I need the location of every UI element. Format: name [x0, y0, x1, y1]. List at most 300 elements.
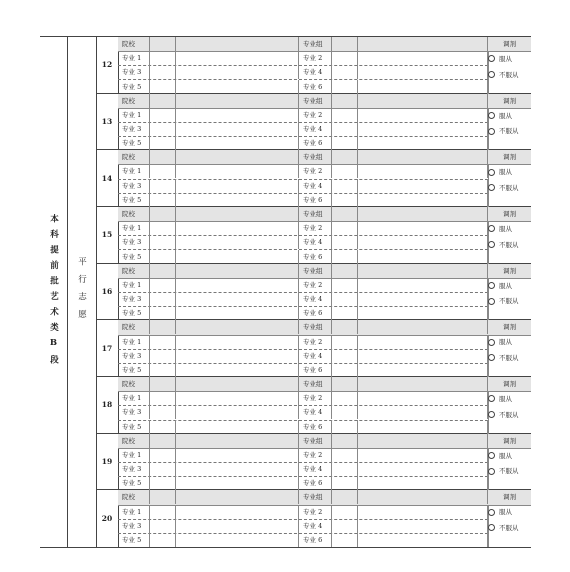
major-label: 专业 4: [299, 235, 332, 249]
major-input-cell[interactable]: [358, 136, 488, 150]
major-label: 专业 1: [118, 391, 150, 405]
major-input-cell[interactable]: [176, 51, 299, 65]
major-row: [118, 349, 488, 364]
major-row: [118, 533, 488, 547]
major-group-label: 专业组: [299, 37, 332, 51]
major-input-cell[interactable]: [358, 221, 488, 235]
school-label: 院校: [118, 37, 150, 51]
major-input-cell[interactable]: [150, 250, 176, 264]
school-input-cell[interactable]: [176, 207, 299, 221]
school-input-cell[interactable]: [176, 490, 299, 504]
major-row: [118, 278, 488, 293]
school-input-cell[interactable]: [176, 434, 299, 448]
group-number: 16: [96, 264, 119, 320]
major-input-cell[interactable]: [358, 462, 488, 476]
school-input-cell[interactable]: [150, 207, 176, 221]
option-label: 不服从: [499, 70, 519, 79]
major-input-cell[interactable]: [332, 420, 358, 434]
major-group-input-cell[interactable]: [332, 207, 358, 221]
major-group-label: 专业组: [299, 320, 332, 334]
accept-option[interactable]: [488, 507, 512, 517]
major-input-cell[interactable]: [150, 136, 176, 150]
major-input-cell[interactable]: [332, 136, 358, 150]
decline-option[interactable]: [488, 523, 519, 533]
major-input-cell[interactable]: [358, 193, 488, 207]
radio-circle-icon[interactable]: [488, 452, 495, 459]
major-row: [118, 391, 488, 406]
radio-circle-icon[interactable]: [488, 225, 495, 232]
major-input-cell[interactable]: [358, 505, 488, 519]
major-input-cell[interactable]: [150, 179, 176, 193]
major-group-input-cell[interactable]: [332, 320, 358, 334]
major-input-cell[interactable]: [150, 533, 176, 547]
school-input-cell[interactable]: [150, 434, 176, 448]
major-label: 专业 6: [299, 363, 332, 377]
adjust-label: 调剂: [503, 40, 516, 48]
major-input-cell[interactable]: [176, 235, 299, 249]
major-label: 专业 2: [299, 335, 332, 349]
school-label: 院校: [118, 150, 150, 164]
major-input-cell[interactable]: [150, 122, 176, 136]
major-input-cell[interactable]: [150, 235, 176, 249]
major-group-input-cell[interactable]: [332, 434, 358, 448]
major-input-cell[interactable]: [358, 335, 488, 349]
major-input-cell[interactable]: [176, 462, 299, 476]
decline-option[interactable]: [488, 353, 519, 363]
option-label: 不服从: [499, 467, 519, 476]
major-label: 专业 6: [299, 250, 332, 264]
major-label: 专业 3: [118, 462, 150, 476]
major-input-cell[interactable]: [150, 51, 176, 65]
header-row: [118, 94, 531, 109]
major-group-input-cell[interactable]: [332, 37, 358, 51]
major-label: 专业 2: [299, 108, 332, 122]
major-input-cell[interactable]: [150, 65, 176, 79]
major-input-cell[interactable]: [332, 179, 358, 193]
major-input-cell[interactable]: [358, 122, 488, 136]
school-input-cell[interactable]: [150, 320, 176, 334]
major-input-cell[interactable]: [332, 108, 358, 122]
category-label: 本科提前批艺术类B段: [48, 213, 59, 371]
major-input-cell[interactable]: [358, 363, 488, 377]
major-input-cell[interactable]: [358, 51, 488, 65]
major-row: [118, 462, 488, 477]
major-label: 专业 5: [118, 363, 150, 377]
major-label: 专业 6: [299, 136, 332, 150]
major-input-cell[interactable]: [176, 221, 299, 235]
major-input-cell[interactable]: [358, 179, 488, 193]
major-input-cell[interactable]: [176, 405, 299, 419]
major-input-cell[interactable]: [358, 349, 488, 363]
major-input-cell[interactable]: [332, 391, 358, 405]
major-input-cell[interactable]: [150, 476, 176, 490]
major-input-cell[interactable]: [150, 505, 176, 519]
adjust-label: 调剂: [503, 380, 516, 389]
radio-circle-icon[interactable]: [488, 169, 495, 176]
major-label: 专业 5: [118, 306, 150, 320]
major-input-cell[interactable]: [358, 235, 488, 249]
group-number: 17: [96, 320, 119, 376]
adjust-label: 调剂: [503, 436, 516, 445]
radio-circle-icon[interactable]: [488, 524, 495, 531]
major-input-cell[interactable]: [358, 533, 488, 547]
major-label: 专业 3: [118, 65, 150, 79]
major-label: 专业 6: [299, 420, 332, 434]
group-number: 20: [96, 490, 119, 547]
major-input-cell[interactable]: [150, 405, 176, 419]
major-input-cell[interactable]: [150, 108, 176, 122]
major-input-cell[interactable]: [176, 476, 299, 490]
major-input-cell[interactable]: [176, 391, 299, 405]
group-number: 19: [96, 434, 119, 490]
major-row: [118, 65, 488, 80]
major-input-cell[interactable]: [332, 80, 358, 94]
school-input-cell[interactable]: [150, 150, 176, 164]
major-input-cell[interactable]: [332, 533, 358, 547]
major-input-cell[interactable]: [358, 292, 488, 306]
major-group-input-cell[interactable]: [358, 490, 488, 504]
major-label: 专业 1: [118, 335, 150, 349]
major-label: 专业 3: [118, 349, 150, 363]
major-group-input-cell[interactable]: [358, 264, 488, 278]
major-input-cell[interactable]: [332, 65, 358, 79]
major-input-cell[interactable]: [176, 65, 299, 79]
header-row: [118, 490, 531, 505]
major-input-cell[interactable]: [150, 462, 176, 476]
radio-circle-icon[interactable]: [488, 71, 495, 78]
option-label: 不服从: [499, 127, 519, 136]
major-input-cell[interactable]: [176, 179, 299, 193]
header-row: [118, 320, 531, 335]
major-input-cell[interactable]: [332, 448, 358, 462]
major-input-cell[interactable]: [176, 349, 299, 363]
major-input-cell[interactable]: [332, 349, 358, 363]
major-input-cell[interactable]: [332, 476, 358, 490]
major-label: 专业 4: [299, 292, 332, 306]
major-input-cell[interactable]: [332, 235, 358, 249]
major-input-cell[interactable]: [150, 221, 176, 235]
radio-circle-icon[interactable]: [488, 241, 495, 248]
adjust-label: 调剂: [503, 266, 516, 275]
major-label: 专业 3: [118, 179, 150, 193]
major-group-input-cell[interactable]: [358, 150, 488, 164]
major-input-cell[interactable]: [150, 306, 176, 320]
major-input-cell[interactable]: [176, 278, 299, 292]
school-input-cell[interactable]: [176, 377, 299, 391]
choice-groups: [96, 37, 531, 547]
radio-circle-icon[interactable]: [488, 509, 495, 516]
major-input-cell[interactable]: [332, 405, 358, 419]
major-input-cell[interactable]: [176, 420, 299, 434]
major-input-cell[interactable]: [176, 448, 299, 462]
school-input-cell[interactable]: [150, 37, 176, 51]
major-label: 专业 2: [299, 164, 332, 178]
school-input-cell[interactable]: [176, 320, 299, 334]
major-input-cell[interactable]: [358, 448, 488, 462]
school-input-cell[interactable]: [150, 264, 176, 278]
choice-group: [96, 377, 531, 434]
major-label: 专业 3: [118, 235, 150, 249]
major-input-cell[interactable]: [358, 108, 488, 122]
school-label: 院校: [118, 320, 150, 334]
radio-circle-icon[interactable]: [488, 128, 495, 135]
decline-option[interactable]: [488, 466, 519, 476]
major-input-cell[interactable]: [332, 278, 358, 292]
header-row: [118, 377, 531, 392]
major-input-cell[interactable]: [150, 448, 176, 462]
major-group-label: 专业组: [299, 150, 332, 164]
major-group-input-cell[interactable]: [332, 264, 358, 278]
major-input-cell[interactable]: [332, 250, 358, 264]
major-input-cell[interactable]: [176, 250, 299, 264]
major-input-cell[interactable]: [150, 519, 176, 533]
school-input-cell[interactable]: [150, 490, 176, 504]
major-group-label: 专业组: [299, 377, 332, 391]
option-label: 服从: [499, 451, 512, 460]
major-label: 专业 4: [299, 179, 332, 193]
major-label: 专业 3: [118, 292, 150, 306]
option-label: 不服从: [499, 297, 519, 306]
major-row: [118, 122, 488, 137]
school-input-cell[interactable]: [176, 37, 299, 51]
accept-option[interactable]: [488, 337, 512, 347]
major-label: 专业 4: [299, 65, 332, 79]
decline-option[interactable]: [488, 410, 519, 420]
major-group-input-cell[interactable]: [358, 207, 488, 221]
major-input-cell[interactable]: [176, 306, 299, 320]
major-input-cell[interactable]: [358, 420, 488, 434]
radio-circle-icon[interactable]: [488, 298, 495, 305]
radio-circle-icon[interactable]: [488, 395, 495, 402]
major-input-cell[interactable]: [358, 519, 488, 533]
major-row: [118, 292, 488, 307]
option-label: 不服从: [499, 353, 519, 362]
major-row: [118, 108, 488, 123]
school-input-cell[interactable]: [176, 264, 299, 278]
major-input-cell[interactable]: [176, 363, 299, 377]
major-label: 专业 5: [118, 136, 150, 150]
major-input-cell[interactable]: [332, 221, 358, 235]
major-label: 专业 1: [118, 108, 150, 122]
major-group-label: 专业组: [299, 490, 332, 504]
major-group-label: 专业组: [299, 264, 332, 278]
adjust-label: 调剂: [503, 153, 516, 162]
major-input-cell[interactable]: [358, 65, 488, 79]
accept-option[interactable]: [488, 54, 512, 64]
choice-group: [96, 37, 531, 94]
school-input-cell[interactable]: [150, 377, 176, 391]
school-label: 院校: [118, 264, 150, 278]
major-row: [118, 164, 488, 179]
major-input-cell[interactable]: [176, 136, 299, 150]
major-group-input-cell[interactable]: [332, 490, 358, 504]
accept-option[interactable]: [488, 224, 512, 234]
major-group-input-cell[interactable]: [358, 377, 488, 391]
accept-option[interactable]: [488, 394, 512, 404]
major-row: [118, 51, 488, 66]
header-row: [118, 37, 531, 52]
decline-option[interactable]: [488, 126, 519, 136]
major-row: [118, 193, 488, 207]
major-group-input-cell[interactable]: [332, 150, 358, 164]
accept-option[interactable]: [488, 281, 512, 291]
major-input-cell[interactable]: [150, 349, 176, 363]
radio-circle-icon[interactable]: [488, 282, 495, 289]
option-label: 服从: [499, 338, 512, 347]
choice-group: [96, 264, 531, 321]
major-input-cell[interactable]: [358, 405, 488, 419]
major-input-cell[interactable]: [332, 193, 358, 207]
major-group-input-cell[interactable]: [332, 377, 358, 391]
major-label: 专业 6: [299, 476, 332, 490]
school-label: 院校: [118, 490, 150, 504]
major-label: 专业 2: [299, 221, 332, 235]
major-input-cell[interactable]: [358, 250, 488, 264]
major-row: [118, 405, 488, 420]
major-input-cell[interactable]: [332, 306, 358, 320]
major-group-input-cell[interactable]: [332, 94, 358, 108]
major-row: [118, 221, 488, 236]
decline-option[interactable]: [488, 296, 519, 306]
major-input-cell[interactable]: [358, 476, 488, 490]
major-row: [118, 235, 488, 250]
group-number: 12: [96, 37, 119, 93]
major-input-cell[interactable]: [150, 335, 176, 349]
major-label: 专业 4: [299, 405, 332, 419]
option-label: 不服从: [499, 240, 519, 249]
group-number: 18: [96, 377, 119, 433]
major-label: 专业 2: [299, 505, 332, 519]
major-input-cell[interactable]: [358, 164, 488, 178]
major-label: 专业 1: [118, 505, 150, 519]
radio-circle-icon[interactable]: [488, 339, 495, 346]
major-input-cell[interactable]: [332, 292, 358, 306]
choice-group: [96, 320, 531, 377]
major-label: 专业 4: [299, 519, 332, 533]
major-group-input-cell[interactable]: [358, 434, 488, 448]
option-label: 不服从: [499, 183, 519, 192]
major-input-cell[interactable]: [358, 391, 488, 405]
major-input-cell[interactable]: [176, 335, 299, 349]
major-label: 专业 3: [118, 519, 150, 533]
major-label: 专业 1: [118, 164, 150, 178]
major-input-cell[interactable]: [332, 335, 358, 349]
major-row: [118, 80, 488, 94]
major-input-cell[interactable]: [150, 278, 176, 292]
major-input-cell[interactable]: [332, 51, 358, 65]
major-input-cell[interactable]: [332, 164, 358, 178]
major-input-cell[interactable]: [358, 278, 488, 292]
major-label: 专业 6: [299, 193, 332, 207]
radio-circle-icon[interactable]: [488, 468, 495, 475]
major-input-cell[interactable]: [176, 122, 299, 136]
volunteer-type-label: 平行志愿: [76, 257, 87, 327]
major-label: 专业 4: [299, 462, 332, 476]
radio-circle-icon[interactable]: [488, 411, 495, 418]
school-label: 院校: [118, 207, 150, 221]
school-input-cell[interactable]: [176, 94, 299, 108]
major-input-cell[interactable]: [358, 80, 488, 94]
major-group-input-cell[interactable]: [358, 94, 488, 108]
major-label: 专业 6: [299, 80, 332, 94]
major-input-cell[interactable]: [176, 80, 299, 94]
option-label: 服从: [499, 508, 512, 517]
group-number: 14: [96, 150, 119, 206]
major-label: 专业 1: [118, 221, 150, 235]
major-input-cell[interactable]: [176, 533, 299, 547]
accept-option[interactable]: [488, 111, 512, 121]
major-group-label: 专业组: [299, 94, 332, 108]
major-label: 专业 1: [118, 51, 150, 65]
decline-option[interactable]: [488, 240, 519, 250]
major-input-cell[interactable]: [332, 363, 358, 377]
major-label: 专业 6: [299, 306, 332, 320]
radio-circle-icon[interactable]: [488, 184, 495, 191]
major-input-cell[interactable]: [150, 193, 176, 207]
major-input-cell[interactable]: [332, 122, 358, 136]
school-input-cell[interactable]: [150, 94, 176, 108]
major-input-cell[interactable]: [150, 80, 176, 94]
major-label: 专业 2: [299, 51, 332, 65]
volunteer-form-table: [40, 36, 531, 548]
option-label: 不服从: [499, 410, 519, 419]
major-input-cell[interactable]: [176, 505, 299, 519]
decline-option[interactable]: [488, 183, 519, 193]
major-input-cell[interactable]: [176, 193, 299, 207]
radio-circle-icon[interactable]: [488, 354, 495, 361]
major-label: 专业 6: [299, 533, 332, 547]
major-row: [118, 519, 488, 534]
major-input-cell[interactable]: [332, 462, 358, 476]
major-label: 专业 4: [299, 122, 332, 136]
header-row: [118, 434, 531, 449]
group-number: 13: [96, 94, 119, 150]
major-group-label: 专业组: [299, 434, 332, 448]
major-input-cell[interactable]: [150, 292, 176, 306]
header-row: [118, 150, 531, 165]
major-input-cell[interactable]: [176, 164, 299, 178]
option-label: 不服从: [499, 523, 519, 532]
option-label: 服从: [499, 394, 512, 403]
radio-circle-icon[interactable]: [488, 112, 495, 119]
accept-option[interactable]: [488, 167, 512, 177]
major-input-cell[interactable]: [176, 519, 299, 533]
major-input-cell[interactable]: [176, 108, 299, 122]
major-input-cell[interactable]: [150, 363, 176, 377]
major-input-cell[interactable]: [150, 164, 176, 178]
major-row: [118, 250, 488, 264]
accept-option[interactable]: [488, 451, 512, 461]
major-input-cell[interactable]: [150, 420, 176, 434]
major-row: [118, 335, 488, 350]
decline-option[interactable]: [488, 70, 519, 80]
major-group-input-cell[interactable]: [358, 37, 488, 51]
option-label: 服从: [499, 281, 512, 290]
major-label: 专业 4: [299, 349, 332, 363]
header-row: [118, 207, 531, 222]
major-input-cell[interactable]: [150, 391, 176, 405]
major-input-cell[interactable]: [176, 292, 299, 306]
choice-group: [96, 150, 531, 207]
school-input-cell[interactable]: [176, 150, 299, 164]
major-label: 专业 5: [118, 250, 150, 264]
major-input-cell[interactable]: [332, 505, 358, 519]
major-input-cell[interactable]: [358, 306, 488, 320]
major-label: 专业 5: [118, 80, 150, 94]
radio-circle-icon[interactable]: [488, 55, 495, 62]
major-group-input-cell[interactable]: [358, 320, 488, 334]
major-input-cell[interactable]: [332, 519, 358, 533]
